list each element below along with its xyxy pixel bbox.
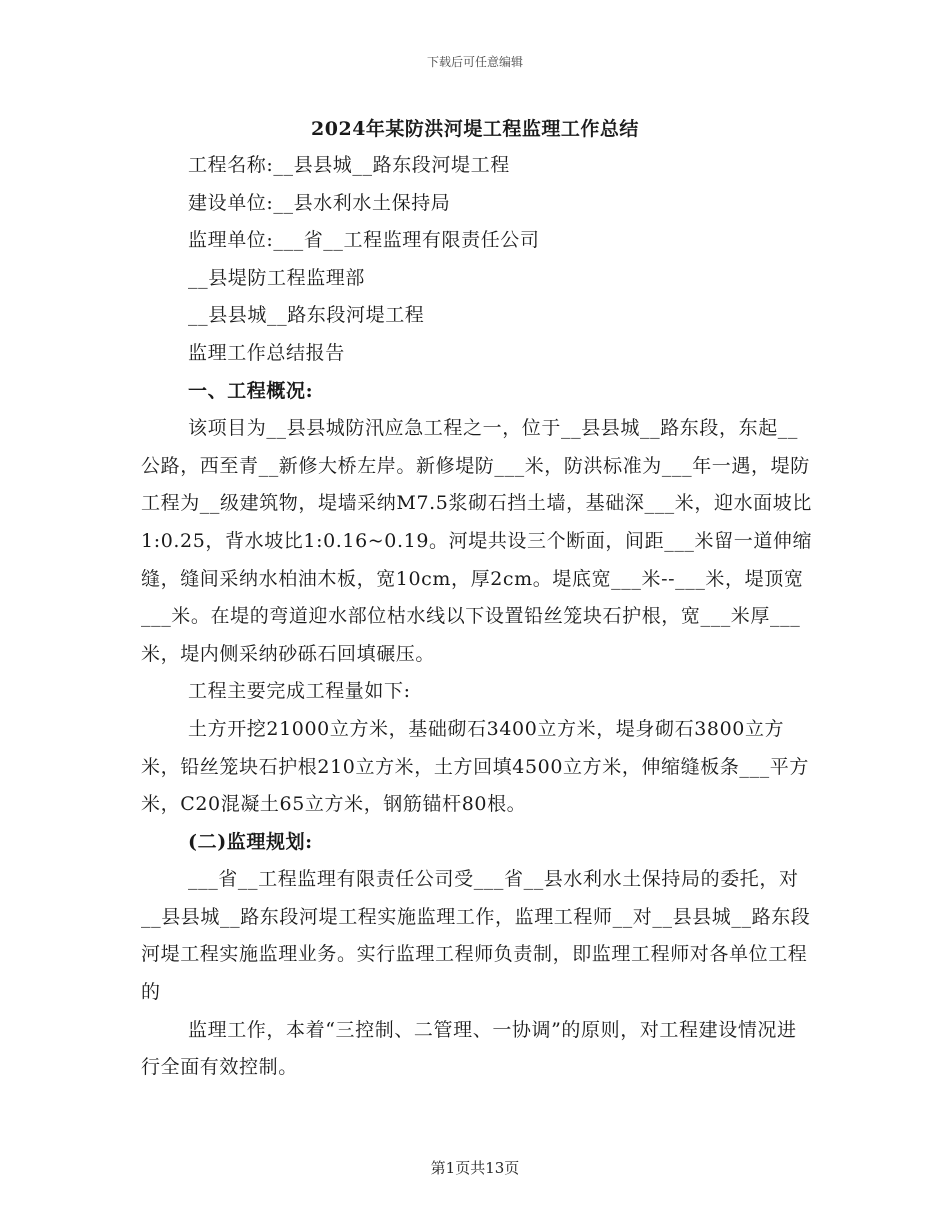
construction-unit-line: 建设单位:__县水利水土保持局 <box>188 191 451 214</box>
section-heading-plan: (二)监理规划: <box>188 830 313 853</box>
quantities-intro: 工程主要完成工程量如下: <box>188 680 411 703</box>
overview-paragraph: 该项目为__县县城防汛应急工程之一，位于__县县城__路东段，东起__公路，西至青__新修大桥左岸。新修堤防___米，防洪标准为___年一遇，堤防工程为__级建筑物，堤墙采纳M7.5浆砌石挡土墙，基础深___米，迎水面坡比1:0.25，背水坡比1:0.16~0.19。河堤共设三个断面，间距___米留一道伸缩缝，缝间采纳水柏油木板，宽10cm，厚2cm。堤底宽___米--___米，堤顶宽___米。在堤的弯道迎水部位枯水线以下设置铅丝笼块石护根，宽___米厚___米，堤内侧采纳砂砾石回填碾压。 <box>141 417 813 665</box>
document-title: 2024年某防洪河堤工程监理工作总结 <box>311 118 639 140</box>
page-number: 第1页共13页 <box>430 1159 520 1177</box>
page-header-note: 下载后可任意编辑 <box>426 55 523 69</box>
document-body <box>141 147 813 1087</box>
quantities-paragraph: 土方开挖21000立方米，基础砌石3400立方米，堤身砌石3800立方米，铅丝笼块石护根210立方米，土方回填4500立方米，伸缩缝板条___平方米，C20混凝土65立方米，钢筋锚杆80根。 <box>141 717 809 816</box>
plan-paragraph-2: 监理工作，本着“三控制、二管理、一协调”的原则，对工程建设情况进行全面有效控制。 <box>141 1018 797 1079</box>
section-heading-overview: 一、工程概况: <box>188 379 314 402</box>
plan-paragraph-1: ___省__工程监理有限责任公司受___省__县水利水土保持局的委托，对__县县城__路东段河堤工程实施监理工作，监理工程师__对__县县城__路东段河堤工程实施监理业务。实行监理工程师负责制，即监理工程师对各单位工程的 <box>141 868 811 1004</box>
supervision-unit-line: 监理单位:___省__工程监理有限责任公司 <box>188 229 540 252</box>
report-title-line: 监理工作总结报告 <box>188 341 345 364</box>
project-title-line: __县县城__路东段河堤工程 <box>188 304 425 327</box>
supervision-department-line: __县堤防工程监理部 <box>188 266 366 289</box>
project-name-line: 工程名称:__县县城__路东段河堤工程 <box>188 154 510 176</box>
